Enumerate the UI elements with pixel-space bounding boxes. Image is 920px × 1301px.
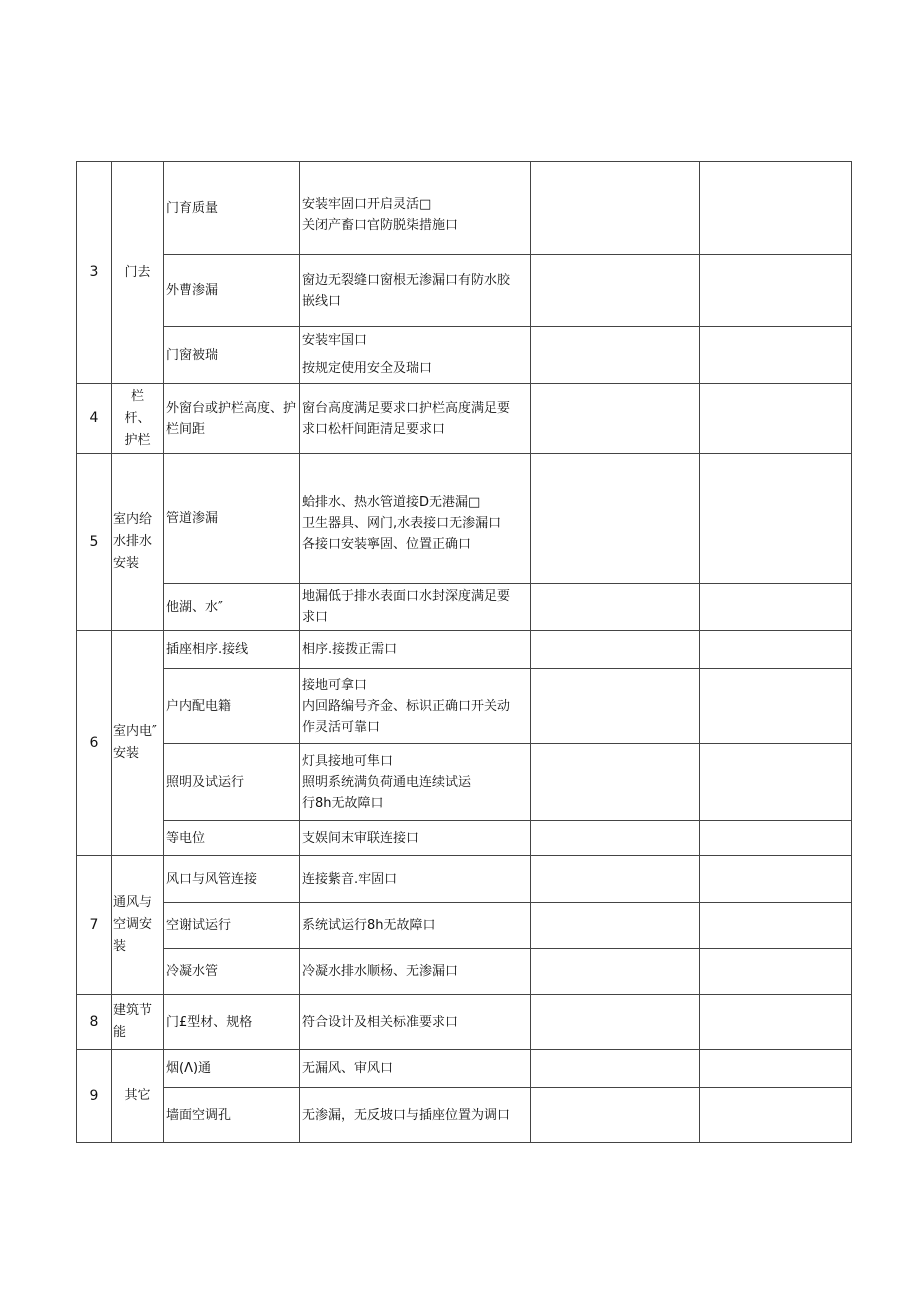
check-item-cell: [164, 631, 300, 669]
requirement-line: 系统试运行8h无故障口: [302, 918, 436, 933]
check-item-cell: [164, 856, 300, 903]
remark-cell[interactable]: [700, 255, 852, 327]
remark-cell[interactable]: [700, 821, 852, 856]
check-item-cell: [164, 454, 300, 584]
check-item-name: 户内配电籍: [166, 698, 232, 714]
result-cell[interactable]: [531, 821, 700, 856]
requirement-line: 窗边无裂缝口窗根无渗漏口有防水胶: [302, 272, 511, 288]
requirement-cell: [300, 856, 531, 903]
table-row: [77, 669, 852, 744]
remark-cell[interactable]: [700, 1088, 852, 1143]
category-label: 其它: [124, 1088, 151, 1103]
check-item-name: 墙面空调孔: [166, 1107, 232, 1123]
table-row: [77, 821, 852, 856]
check-item-name: 插座相序.接线: [166, 642, 249, 657]
requirement-line: 行8h无故障口: [302, 795, 384, 811]
requirement-cell: [300, 631, 531, 669]
check-item-cell: [164, 949, 300, 995]
requirement-line: 连接紫音.牢固口: [302, 871, 398, 887]
check-item-name: 门育质量: [166, 200, 219, 216]
remark-cell[interactable]: [700, 454, 852, 584]
table-row: [77, 903, 852, 949]
check-item-name: 等电位: [166, 830, 206, 846]
requirement-line: 照明系统满负荷通电连续试运: [302, 774, 472, 790]
requirement-cell: [300, 384, 531, 454]
result-cell[interactable]: [531, 949, 700, 995]
check-item-cell: [164, 903, 300, 949]
category-cell: [112, 856, 164, 995]
check-item-cell: [164, 995, 300, 1050]
requirement-cell: [300, 744, 531, 821]
requirement-line: 安装牢固口开启灵活□: [302, 197, 432, 212]
check-item-name: 门窗被瑞: [166, 347, 219, 363]
remark-cell[interactable]: [700, 856, 852, 903]
check-item-name: 风口与风管连接: [166, 871, 258, 887]
row-number: 9: [77, 1050, 112, 1143]
requirement-cell: [300, 162, 531, 255]
table-row: [77, 454, 852, 584]
category-label: 室内电″安装: [113, 724, 157, 761]
check-item-cell: [164, 327, 300, 384]
requirement-line: 内回路编号齐金、标识正确口开关动: [302, 698, 511, 714]
check-item-name: 管道渗漏: [166, 511, 219, 526]
check-item-name: 冷凝水管: [166, 964, 219, 979]
check-item-cell: [164, 744, 300, 821]
remark-cell[interactable]: [700, 903, 852, 949]
check-item-name: 外曹渗漏: [166, 283, 219, 298]
remark-cell[interactable]: [700, 584, 852, 631]
row-number: 7: [77, 856, 112, 995]
check-item-name: 空谢试运行: [166, 918, 232, 933]
requirement-line: 无渗漏，无反坡口与插座位置为调口: [302, 1107, 511, 1123]
remark-cell[interactable]: [700, 384, 852, 454]
table-row: [77, 744, 852, 821]
requirement-line: 蛤排水、热水管道接D无港漏□: [302, 495, 481, 510]
check-item-cell: [164, 1050, 300, 1088]
remark-cell[interactable]: [700, 327, 852, 384]
table-row: [77, 631, 852, 669]
result-cell[interactable]: [531, 454, 700, 584]
check-item-name: 他湖、水″: [166, 599, 223, 615]
requirement-line: 卫生器具、网门,水表接口无渗漏口: [302, 516, 502, 531]
check-item-name: 照明及试运行: [166, 774, 245, 790]
requirement-line: 作灵活可靠口: [302, 719, 381, 735]
check-item-cell: [164, 584, 300, 631]
remark-cell[interactable]: [700, 744, 852, 821]
category-cell: [112, 995, 164, 1050]
result-cell[interactable]: [531, 744, 700, 821]
table-row: [77, 949, 852, 995]
result-cell[interactable]: [531, 162, 700, 255]
category-cell: [112, 162, 164, 384]
requirement-cell: [300, 821, 531, 856]
requirement-cell: [300, 1088, 531, 1143]
table-row: [77, 327, 852, 384]
requirement-cell: [300, 669, 531, 744]
row-number: 8: [77, 995, 112, 1050]
requirement-line: 冷凝水排水顺杨、无渗漏口: [302, 964, 459, 979]
requirement-cell: [300, 454, 531, 584]
result-cell[interactable]: [531, 903, 700, 949]
check-item-cell: [164, 669, 300, 744]
table-row: [77, 162, 852, 255]
check-item-cell: [164, 1088, 300, 1143]
requirement-line: 相序.接拨正需口: [302, 642, 398, 657]
requirement-cell: [300, 327, 531, 384]
requirement-line: 接地可拿口: [302, 677, 368, 693]
check-item-name: 外窗台或护栏高度、护栏间距: [166, 400, 297, 437]
remark-cell[interactable]: [700, 162, 852, 255]
result-cell[interactable]: [531, 584, 700, 631]
requirement-line: 安装牢国口: [302, 333, 368, 348]
table-row: [77, 995, 852, 1050]
requirement-cell: [300, 995, 531, 1050]
requirement-line: 无漏风、审风口: [302, 1061, 394, 1076]
category-cell: [112, 631, 164, 856]
requirement-line: 嵌线口: [302, 293, 342, 309]
result-cell[interactable]: [531, 1050, 700, 1088]
category-label: 门去: [124, 264, 151, 280]
requirement-line: 求口松杆间距清足要求口: [302, 421, 446, 437]
requirement-cell: [300, 255, 531, 327]
remark-cell[interactable]: [700, 631, 852, 669]
category-label: 建筑节能: [113, 1003, 153, 1040]
category-label: 室内给水排水安装: [113, 512, 153, 571]
requirement-line: 支娱间末审联连接口: [302, 830, 420, 846]
result-cell[interactable]: [531, 856, 700, 903]
row-number: 6: [77, 631, 112, 856]
table-row: [77, 584, 852, 631]
check-item-name: 烟(Λ)通: [166, 1061, 212, 1076]
requirement-line: 地漏低于排水表面口水封深度满足要: [302, 589, 511, 604]
requirement-line: 窗台高度满足要求口护栏高度满足要: [302, 400, 511, 416]
remark-cell[interactable]: [700, 669, 852, 744]
row-number: 3: [77, 162, 112, 384]
requirement-cell: [300, 949, 531, 995]
requirement-cell: [300, 903, 531, 949]
remark-cell[interactable]: [700, 995, 852, 1050]
requirement-line: 各接口安装寧固、位置正确口: [302, 537, 472, 552]
requirement-cell: [300, 584, 531, 631]
check-item-cell: [164, 384, 300, 454]
requirement-line: 关闭产畜口官防脱柒措施口: [302, 218, 459, 233]
requirement-cell: [300, 1050, 531, 1088]
category-cell: [112, 1050, 164, 1143]
remark-cell[interactable]: [700, 949, 852, 995]
result-cell[interactable]: [531, 995, 700, 1050]
requirement-line: 灯具接地可隼口: [302, 753, 394, 769]
table-row: [77, 1088, 852, 1143]
result-cell[interactable]: [531, 255, 700, 327]
row-number: 4: [77, 384, 112, 454]
remark-cell[interactable]: [700, 1050, 852, 1088]
row-number: 5: [77, 454, 112, 631]
requirement-line: 符合设计及相关标准要求口: [302, 1014, 459, 1030]
check-item-cell: [164, 162, 300, 255]
table-row: [77, 856, 852, 903]
table-row: [77, 255, 852, 327]
category-label: 通风与空调安装: [113, 895, 153, 954]
result-cell[interactable]: [531, 669, 700, 744]
inspection-table: [76, 161, 852, 1143]
requirement-line: 求口: [302, 610, 329, 625]
check-item-cell: [164, 255, 300, 327]
result-cell[interactable]: [531, 327, 700, 384]
table-row: [77, 384, 852, 454]
result-cell[interactable]: [531, 631, 700, 669]
result-cell[interactable]: [531, 384, 700, 454]
check-item-name: 门£型材、规格: [166, 1014, 253, 1030]
table-row: [77, 1050, 852, 1088]
check-item-cell: [164, 821, 300, 856]
category-label: 栏杆、护栏: [124, 388, 151, 448]
category-cell: [112, 384, 164, 454]
requirement-line: 按规定使用安全及瑞口: [302, 361, 433, 376]
category-cell: [112, 454, 164, 631]
result-cell[interactable]: [531, 1088, 700, 1143]
